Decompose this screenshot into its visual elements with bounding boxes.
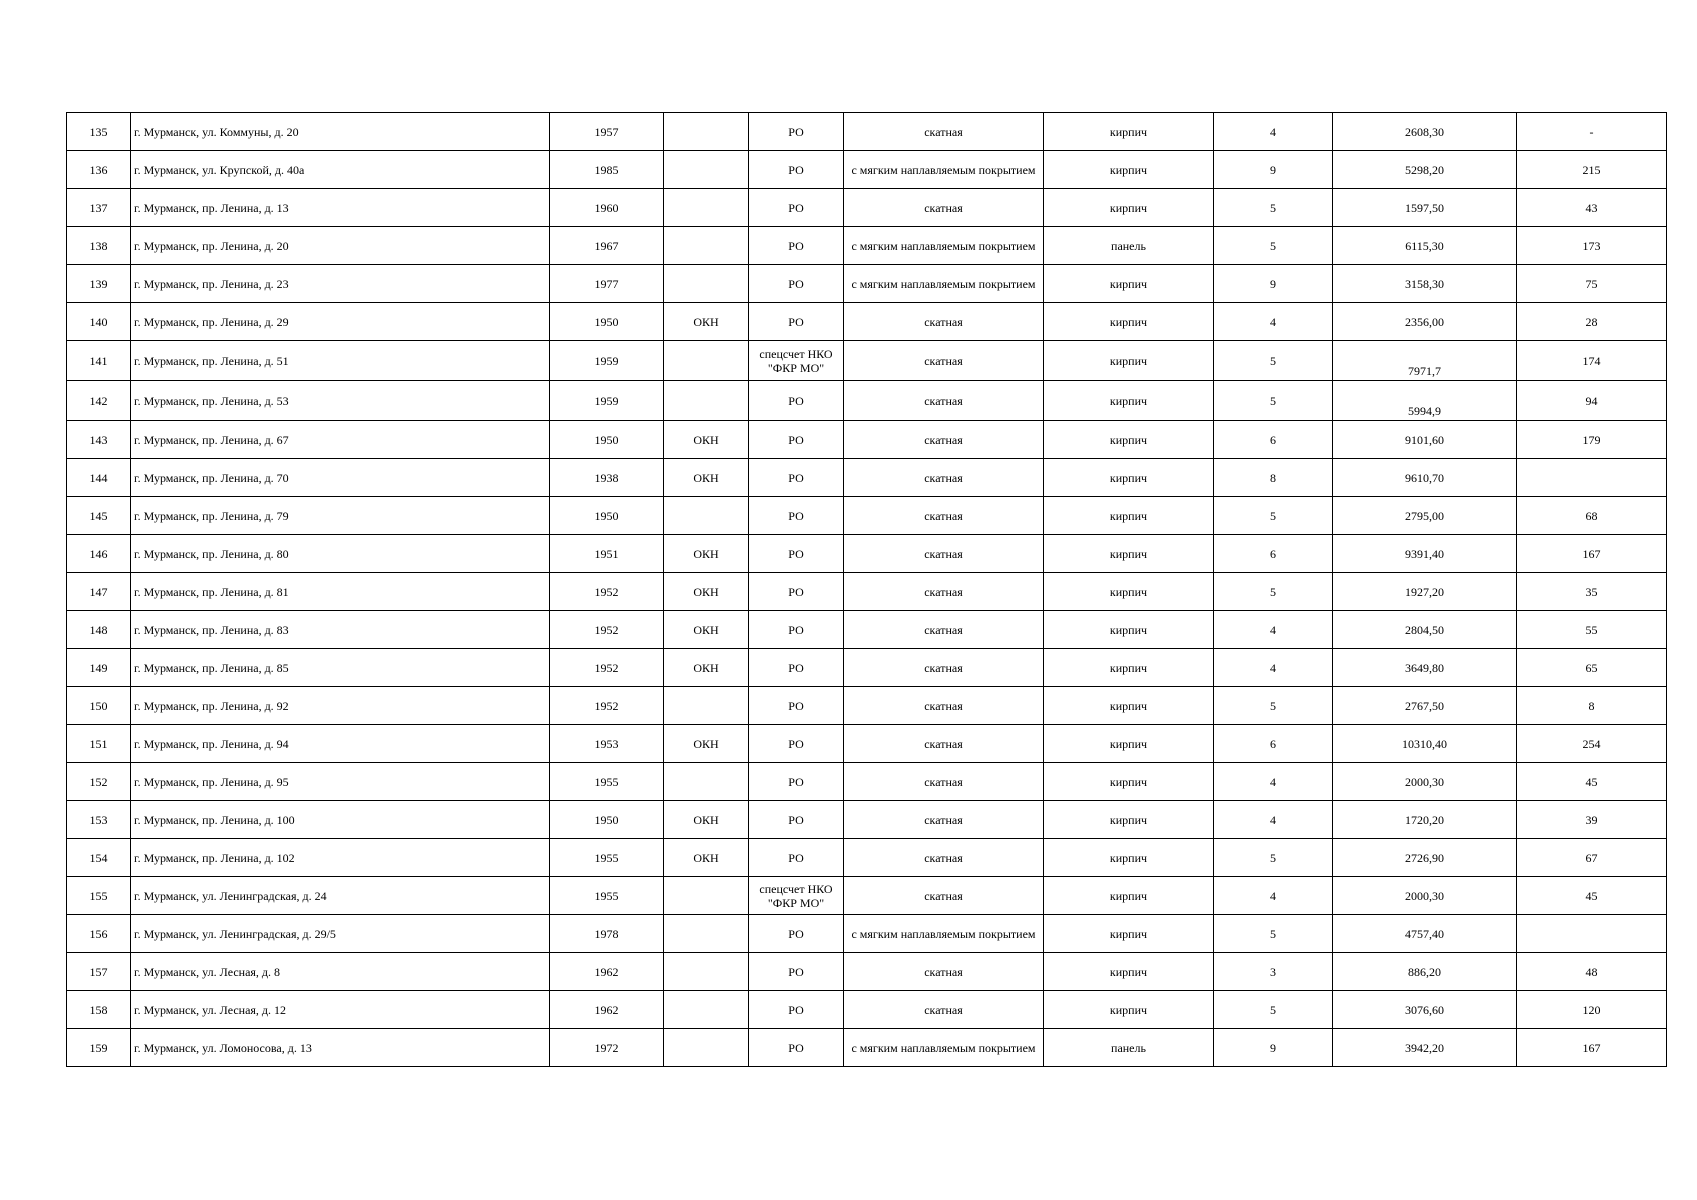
row-number-cell: 142 bbox=[67, 381, 131, 421]
wall-material-cell: панель bbox=[1044, 1029, 1214, 1067]
table-row bbox=[67, 113, 1667, 151]
table-row bbox=[67, 915, 1667, 953]
table-row bbox=[67, 381, 1667, 421]
wall-material-cell: кирпич bbox=[1044, 265, 1214, 303]
table-row bbox=[67, 763, 1667, 801]
address-cell: г. Мурманск, пр. Ленина, д. 20 bbox=[131, 227, 550, 265]
floors-cell: 6 bbox=[1214, 535, 1333, 573]
year-cell: 1952 bbox=[550, 573, 664, 611]
area-cell: 2804,50 bbox=[1333, 611, 1517, 649]
address-cell: г. Мурманск, пр. Ленина, д. 79 bbox=[131, 497, 550, 535]
address-cell: г. Мурманск, ул. Ломоносова, д. 13 bbox=[131, 1029, 550, 1067]
roof-type-cell: скатная bbox=[844, 991, 1044, 1029]
wall-material-cell: кирпич bbox=[1044, 725, 1214, 763]
residents-cell: 48 bbox=[1517, 953, 1667, 991]
fund-method-cell: РО bbox=[749, 725, 844, 763]
row-number-cell: 138 bbox=[67, 227, 131, 265]
area-cell: 2726,90 bbox=[1333, 839, 1517, 877]
heritage-cell bbox=[664, 227, 749, 265]
fund-method-cell: РО bbox=[749, 649, 844, 687]
heritage-cell bbox=[664, 189, 749, 227]
address-cell: г. Мурманск, пр. Ленина, д. 102 bbox=[131, 839, 550, 877]
row-number-cell: 137 bbox=[67, 189, 131, 227]
wall-material-cell: кирпич bbox=[1044, 113, 1214, 151]
year-cell: 1959 bbox=[550, 341, 664, 381]
area-cell: 1720,20 bbox=[1333, 801, 1517, 839]
fund-method-cell: РО bbox=[749, 611, 844, 649]
address-cell: г. Мурманск, пр. Ленина, д. 94 bbox=[131, 725, 550, 763]
residents-cell bbox=[1517, 459, 1667, 497]
residents-cell: 75 bbox=[1517, 265, 1667, 303]
year-cell: 1950 bbox=[550, 303, 664, 341]
heritage-cell: ОКН bbox=[664, 725, 749, 763]
roof-type-cell: скатная bbox=[844, 839, 1044, 877]
floors-cell: 3 bbox=[1214, 953, 1333, 991]
address-cell: г. Мурманск, ул. Коммуны, д. 20 bbox=[131, 113, 550, 151]
roof-type-cell: с мягким наплавляемым покрытием bbox=[844, 915, 1044, 953]
heritage-cell: ОКН bbox=[664, 303, 749, 341]
floors-cell: 4 bbox=[1214, 763, 1333, 801]
residents-cell bbox=[1517, 915, 1667, 953]
residents-cell: 254 bbox=[1517, 725, 1667, 763]
fund-method-cell: РО bbox=[749, 687, 844, 725]
fund-method-cell: РО bbox=[749, 303, 844, 341]
floors-cell: 9 bbox=[1214, 265, 1333, 303]
year-cell: 1952 bbox=[550, 611, 664, 649]
area-cell: 886,20 bbox=[1333, 953, 1517, 991]
residents-cell: 39 bbox=[1517, 801, 1667, 839]
heritage-cell bbox=[664, 953, 749, 991]
wall-material-cell: кирпич bbox=[1044, 991, 1214, 1029]
residents-cell: 65 bbox=[1517, 649, 1667, 687]
residents-cell: 167 bbox=[1517, 535, 1667, 573]
floors-cell: 6 bbox=[1214, 725, 1333, 763]
row-number-cell: 146 bbox=[67, 535, 131, 573]
floors-cell: 4 bbox=[1214, 877, 1333, 915]
row-number-cell: 143 bbox=[67, 421, 131, 459]
area-cell: 3076,60 bbox=[1333, 991, 1517, 1029]
floors-cell: 9 bbox=[1214, 1029, 1333, 1067]
residents-cell: 167 bbox=[1517, 1029, 1667, 1067]
heritage-cell bbox=[664, 113, 749, 151]
heritage-cell: ОКН bbox=[664, 801, 749, 839]
residents-cell: 28 bbox=[1517, 303, 1667, 341]
floors-cell: 4 bbox=[1214, 113, 1333, 151]
wall-material-cell: кирпич bbox=[1044, 189, 1214, 227]
heritage-cell bbox=[664, 915, 749, 953]
floors-cell: 9 bbox=[1214, 151, 1333, 189]
area-cell: 3158,30 bbox=[1333, 265, 1517, 303]
document-page bbox=[66, 112, 1667, 1067]
fund-method-cell: РО bbox=[749, 265, 844, 303]
year-cell: 1950 bbox=[550, 421, 664, 459]
heritage-cell bbox=[664, 687, 749, 725]
roof-type-cell: с мягким наплавляемым покрытием bbox=[844, 227, 1044, 265]
table-row bbox=[67, 227, 1667, 265]
heritage-cell: ОКН bbox=[664, 535, 749, 573]
row-number-cell: 149 bbox=[67, 649, 131, 687]
year-cell: 1962 bbox=[550, 953, 664, 991]
address-cell: г. Мурманск, ул. Ленинградская, д. 29/5 bbox=[131, 915, 550, 953]
fund-method-cell: РО bbox=[749, 421, 844, 459]
area-cell: 2000,30 bbox=[1333, 763, 1517, 801]
year-cell: 1978 bbox=[550, 915, 664, 953]
floors-cell: 5 bbox=[1214, 991, 1333, 1029]
table-row bbox=[67, 687, 1667, 725]
year-cell: 1938 bbox=[550, 459, 664, 497]
roof-type-cell: скатная bbox=[844, 497, 1044, 535]
roof-type-cell: скатная bbox=[844, 725, 1044, 763]
fund-method-cell: РО bbox=[749, 991, 844, 1029]
residents-cell: 55 bbox=[1517, 611, 1667, 649]
residents-cell: 35 bbox=[1517, 573, 1667, 611]
roof-type-cell: скатная bbox=[844, 877, 1044, 915]
year-cell: 1957 bbox=[550, 113, 664, 151]
roof-type-cell: скатная bbox=[844, 341, 1044, 381]
row-number-cell: 144 bbox=[67, 459, 131, 497]
floors-cell: 5 bbox=[1214, 839, 1333, 877]
address-cell: г. Мурманск, пр. Ленина, д. 51 bbox=[131, 341, 550, 381]
area-cell: 5298,20 bbox=[1333, 151, 1517, 189]
row-number-cell: 140 bbox=[67, 303, 131, 341]
year-cell: 1967 bbox=[550, 227, 664, 265]
heritage-cell: ОКН bbox=[664, 421, 749, 459]
year-cell: 1952 bbox=[550, 687, 664, 725]
roof-type-cell: скатная bbox=[844, 421, 1044, 459]
table-row bbox=[67, 303, 1667, 341]
year-cell: 1951 bbox=[550, 535, 664, 573]
year-cell: 1952 bbox=[550, 649, 664, 687]
roof-type-cell: скатная bbox=[844, 801, 1044, 839]
heritage-cell bbox=[664, 991, 749, 1029]
table-row bbox=[67, 649, 1667, 687]
roof-type-cell: скатная bbox=[844, 459, 1044, 497]
row-number-cell: 151 bbox=[67, 725, 131, 763]
area-cell: 2608,30 bbox=[1333, 113, 1517, 151]
fund-method-cell: РО bbox=[749, 763, 844, 801]
fund-method-cell: РО bbox=[749, 497, 844, 535]
roof-type-cell: скатная bbox=[844, 687, 1044, 725]
fund-method-cell: РО bbox=[749, 801, 844, 839]
table-row bbox=[67, 189, 1667, 227]
wall-material-cell: кирпич bbox=[1044, 801, 1214, 839]
residents-cell: 68 bbox=[1517, 497, 1667, 535]
row-number-cell: 135 bbox=[67, 113, 131, 151]
fund-method-cell: РО bbox=[749, 953, 844, 991]
fund-method-cell: спецсчет НКО "ФКР МО" bbox=[749, 341, 844, 381]
floors-cell: 8 bbox=[1214, 459, 1333, 497]
row-number-cell: 155 bbox=[67, 877, 131, 915]
table-row bbox=[67, 953, 1667, 991]
table-row bbox=[67, 151, 1667, 189]
fund-method-cell: РО bbox=[749, 189, 844, 227]
roof-type-cell: скатная bbox=[844, 189, 1044, 227]
floors-cell: 4 bbox=[1214, 649, 1333, 687]
residents-cell: 43 bbox=[1517, 189, 1667, 227]
address-cell: г. Мурманск, пр. Ленина, д. 85 bbox=[131, 649, 550, 687]
roof-type-cell: с мягким наплавляемым покрытием bbox=[844, 1029, 1044, 1067]
roof-type-cell: скатная bbox=[844, 381, 1044, 421]
area-cell: 1597,50 bbox=[1333, 189, 1517, 227]
row-number-cell: 141 bbox=[67, 341, 131, 381]
row-number-cell: 154 bbox=[67, 839, 131, 877]
area-cell: 4757,40 bbox=[1333, 915, 1517, 953]
roof-type-cell: с мягким наплавляемым покрытием bbox=[844, 151, 1044, 189]
floors-cell: 5 bbox=[1214, 227, 1333, 265]
floors-cell: 4 bbox=[1214, 801, 1333, 839]
fund-method-cell: РО bbox=[749, 227, 844, 265]
heritage-cell: ОКН bbox=[664, 573, 749, 611]
wall-material-cell: кирпич bbox=[1044, 459, 1214, 497]
area-cell: 2000,30 bbox=[1333, 877, 1517, 915]
table-row bbox=[67, 459, 1667, 497]
area-cell: 1927,20 bbox=[1333, 573, 1517, 611]
fund-method-cell: РО bbox=[749, 535, 844, 573]
heritage-cell: ОКН bbox=[664, 649, 749, 687]
heritage-cell bbox=[664, 1029, 749, 1067]
fund-method-cell: РО bbox=[749, 151, 844, 189]
row-number-cell: 157 bbox=[67, 953, 131, 991]
residents-cell: 67 bbox=[1517, 839, 1667, 877]
row-number-cell: 148 bbox=[67, 611, 131, 649]
row-number-cell: 139 bbox=[67, 265, 131, 303]
residents-cell: 173 bbox=[1517, 227, 1667, 265]
area-cell: 3942,20 bbox=[1333, 1029, 1517, 1067]
heritage-cell: ОКН bbox=[664, 459, 749, 497]
fund-method-cell: РО bbox=[749, 113, 844, 151]
row-number-cell: 152 bbox=[67, 763, 131, 801]
table-row bbox=[67, 725, 1667, 763]
table-row bbox=[67, 801, 1667, 839]
roof-type-cell: скатная bbox=[844, 649, 1044, 687]
wall-material-cell: кирпич bbox=[1044, 535, 1214, 573]
wall-material-cell: кирпич bbox=[1044, 915, 1214, 953]
wall-material-cell: кирпич bbox=[1044, 497, 1214, 535]
floors-cell: 5 bbox=[1214, 189, 1333, 227]
floors-cell: 5 bbox=[1214, 573, 1333, 611]
residents-cell: 179 bbox=[1517, 421, 1667, 459]
address-cell: г. Мурманск, пр. Ленина, д. 100 bbox=[131, 801, 550, 839]
year-cell: 1960 bbox=[550, 189, 664, 227]
year-cell: 1959 bbox=[550, 381, 664, 421]
row-number-cell: 159 bbox=[67, 1029, 131, 1067]
row-number-cell: 158 bbox=[67, 991, 131, 1029]
year-cell: 1955 bbox=[550, 763, 664, 801]
fund-method-cell: РО bbox=[749, 915, 844, 953]
area-cell: 6115,30 bbox=[1333, 227, 1517, 265]
table-row bbox=[67, 611, 1667, 649]
building-registry-table bbox=[66, 112, 1667, 1067]
row-number-cell: 147 bbox=[67, 573, 131, 611]
wall-material-cell: кирпич bbox=[1044, 573, 1214, 611]
address-cell: г. Мурманск, пр. Ленина, д. 67 bbox=[131, 421, 550, 459]
wall-material-cell: панель bbox=[1044, 227, 1214, 265]
table-row bbox=[67, 991, 1667, 1029]
heritage-cell bbox=[664, 341, 749, 381]
address-cell: г. Мурманск, пр. Ленина, д. 83 bbox=[131, 611, 550, 649]
floors-cell: 4 bbox=[1214, 303, 1333, 341]
floors-cell: 5 bbox=[1214, 341, 1333, 381]
roof-type-cell: скатная bbox=[844, 611, 1044, 649]
fund-method-cell: спецсчет НКО "ФКР МО" bbox=[749, 877, 844, 915]
heritage-cell bbox=[664, 497, 749, 535]
wall-material-cell: кирпич bbox=[1044, 341, 1214, 381]
year-cell: 1950 bbox=[550, 801, 664, 839]
area-cell: 3649,80 bbox=[1333, 649, 1517, 687]
residents-cell: 45 bbox=[1517, 763, 1667, 801]
address-cell: г. Мурманск, ул. Крупской, д. 40а bbox=[131, 151, 550, 189]
residents-cell: 94 bbox=[1517, 381, 1667, 421]
table-row bbox=[67, 265, 1667, 303]
residents-cell: 120 bbox=[1517, 991, 1667, 1029]
wall-material-cell: кирпич bbox=[1044, 421, 1214, 459]
floors-cell: 5 bbox=[1214, 381, 1333, 421]
wall-material-cell: кирпич bbox=[1044, 839, 1214, 877]
floors-cell: 6 bbox=[1214, 421, 1333, 459]
roof-type-cell: скатная bbox=[844, 113, 1044, 151]
floors-cell: 5 bbox=[1214, 497, 1333, 535]
row-number-cell: 145 bbox=[67, 497, 131, 535]
fund-method-cell: РО bbox=[749, 381, 844, 421]
floors-cell: 5 bbox=[1214, 915, 1333, 953]
row-number-cell: 136 bbox=[67, 151, 131, 189]
area-cell: 10310,40 bbox=[1333, 725, 1517, 763]
heritage-cell bbox=[664, 877, 749, 915]
wall-material-cell: кирпич bbox=[1044, 763, 1214, 801]
residents-cell: 174 bbox=[1517, 341, 1667, 381]
wall-material-cell: кирпич bbox=[1044, 381, 1214, 421]
row-number-cell: 150 bbox=[67, 687, 131, 725]
table-row bbox=[67, 839, 1667, 877]
roof-type-cell: скатная bbox=[844, 953, 1044, 991]
table-row bbox=[67, 1029, 1667, 1067]
address-cell: г. Мурманск, пр. Ленина, д. 92 bbox=[131, 687, 550, 725]
roof-type-cell: скатная bbox=[844, 303, 1044, 341]
year-cell: 1962 bbox=[550, 991, 664, 1029]
heritage-cell: ОКН bbox=[664, 839, 749, 877]
heritage-cell bbox=[664, 763, 749, 801]
fund-method-cell: РО bbox=[749, 839, 844, 877]
roof-type-cell: скатная bbox=[844, 535, 1044, 573]
address-cell: г. Мурманск, ул. Лесная, д. 12 bbox=[131, 991, 550, 1029]
address-cell: г. Мурманск, пр. Ленина, д. 13 bbox=[131, 189, 550, 227]
table-row bbox=[67, 497, 1667, 535]
wall-material-cell: кирпич bbox=[1044, 151, 1214, 189]
roof-type-cell: скатная bbox=[844, 573, 1044, 611]
heritage-cell bbox=[664, 265, 749, 303]
row-number-cell: 156 bbox=[67, 915, 131, 953]
wall-material-cell: кирпич bbox=[1044, 877, 1214, 915]
floors-cell: 4 bbox=[1214, 611, 1333, 649]
fund-method-cell: РО bbox=[749, 1029, 844, 1067]
residents-cell: 45 bbox=[1517, 877, 1667, 915]
table-row bbox=[67, 341, 1667, 381]
year-cell: 1972 bbox=[550, 1029, 664, 1067]
table-row bbox=[67, 535, 1667, 573]
wall-material-cell: кирпич bbox=[1044, 611, 1214, 649]
area-cell: 9101,60 bbox=[1333, 421, 1517, 459]
table-row bbox=[67, 421, 1667, 459]
area-cell: 9610,70 bbox=[1333, 459, 1517, 497]
area-cell: 5994,9 bbox=[1333, 381, 1517, 421]
area-cell: 2795,00 bbox=[1333, 497, 1517, 535]
year-cell: 1953 bbox=[550, 725, 664, 763]
address-cell: г. Мурманск, ул. Ленинградская, д. 24 bbox=[131, 877, 550, 915]
heritage-cell bbox=[664, 381, 749, 421]
residents-cell: 215 bbox=[1517, 151, 1667, 189]
table-body bbox=[67, 113, 1667, 1067]
wall-material-cell: кирпич bbox=[1044, 649, 1214, 687]
roof-type-cell: с мягким наплавляемым покрытием bbox=[844, 265, 1044, 303]
heritage-cell: ОКН bbox=[664, 611, 749, 649]
year-cell: 1950 bbox=[550, 497, 664, 535]
address-cell: г. Мурманск, пр. Ленина, д. 80 bbox=[131, 535, 550, 573]
wall-material-cell: кирпич bbox=[1044, 953, 1214, 991]
address-cell: г. Мурманск, пр. Ленина, д. 29 bbox=[131, 303, 550, 341]
roof-type-cell: скатная bbox=[844, 763, 1044, 801]
wall-material-cell: кирпич bbox=[1044, 303, 1214, 341]
area-cell: 9391,40 bbox=[1333, 535, 1517, 573]
area-cell: 2767,50 bbox=[1333, 687, 1517, 725]
fund-method-cell: РО bbox=[749, 573, 844, 611]
address-cell: г. Мурманск, пр. Ленина, д. 53 bbox=[131, 381, 550, 421]
residents-cell: 8 bbox=[1517, 687, 1667, 725]
year-cell: 1955 bbox=[550, 839, 664, 877]
residents-cell: - bbox=[1517, 113, 1667, 151]
wall-material-cell: кирпич bbox=[1044, 687, 1214, 725]
year-cell: 1985 bbox=[550, 151, 664, 189]
row-number-cell: 153 bbox=[67, 801, 131, 839]
heritage-cell bbox=[664, 151, 749, 189]
fund-method-cell: РО bbox=[749, 459, 844, 497]
table-row bbox=[67, 573, 1667, 611]
year-cell: 1977 bbox=[550, 265, 664, 303]
table-row bbox=[67, 877, 1667, 915]
address-cell: г. Мурманск, пр. Ленина, д. 95 bbox=[131, 763, 550, 801]
address-cell: г. Мурманск, пр. Ленина, д. 81 bbox=[131, 573, 550, 611]
address-cell: г. Мурманск, ул. Лесная, д. 8 bbox=[131, 953, 550, 991]
area-cell: 2356,00 bbox=[1333, 303, 1517, 341]
area-cell: 7971,7 bbox=[1333, 341, 1517, 381]
year-cell: 1955 bbox=[550, 877, 664, 915]
floors-cell: 5 bbox=[1214, 687, 1333, 725]
address-cell: г. Мурманск, пр. Ленина, д. 70 bbox=[131, 459, 550, 497]
address-cell: г. Мурманск, пр. Ленина, д. 23 bbox=[131, 265, 550, 303]
